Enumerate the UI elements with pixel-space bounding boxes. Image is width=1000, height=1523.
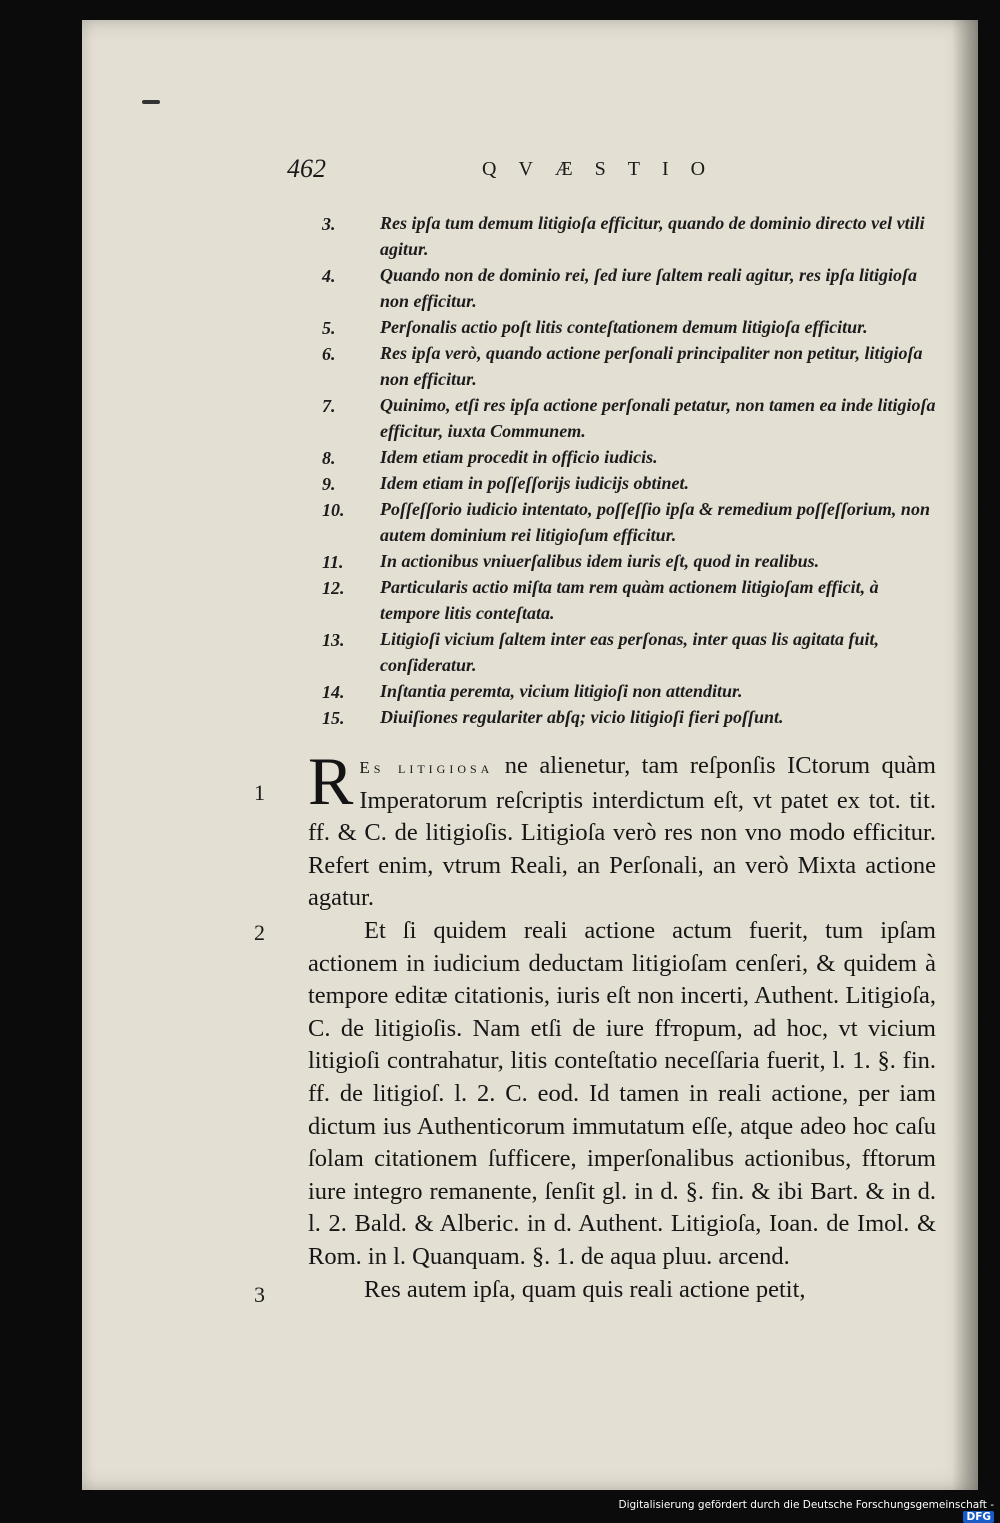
summary-number: 9. (322, 474, 336, 494)
summary-text: Quinimo, etſi res ipſa actione perſonali petatur, non tamen ea inde litigioſa efficitur, iuxta Communem. (380, 395, 936, 441)
summary-text: Perſonalis actio poſt litis conteſtationem demum litigioſa efficitur. (380, 317, 868, 337)
summary-number: 11. (322, 552, 344, 572)
summary-item (322, 314, 937, 340)
summary-text: In actionibus vniuerſalibus idem iuris eſt, quod in realibus. (380, 551, 820, 571)
summary-item (322, 496, 937, 548)
summary-number: 13. (322, 630, 345, 650)
paragraph-1-text: ne alienetur, tam reſponſis ICtorum quàm Imperatorum reſcriptis interdictum eſt, vt patet ex tot. tit. ff. & C. de litigioſis. Litigioſa verò res non vno modo efficitur. Refert enim, vtrum Reali, an Perſonali, an verò Mixta actione agatur. (308, 752, 936, 912)
summary-text: Inſtantia peremta, vicium litigioſi non attenditur. (380, 681, 743, 701)
summary-item (322, 678, 937, 704)
paragraph-1 (308, 743, 936, 915)
summary-text: Res ipſa tum demum litigioſa efficitur, quando de dominio directo vel vtili agitur. (380, 213, 925, 259)
summary-number: 8. (322, 448, 336, 468)
drop-cap: R (308, 743, 354, 819)
margin-number: 2 (254, 920, 265, 945)
summary-text: Idem etiam in poſſeſſorijs iudicijs obtinet. (380, 473, 689, 493)
dfg-logo: DFG (963, 1511, 994, 1523)
summary-text: Res ipſa verò, quando actione perſonali principaliter non petitur, litigioſa non efficitur. (380, 343, 923, 389)
paragraph-3: Res autem ipſa, quam quis reali actione petit, (364, 1275, 806, 1303)
margin-number: 3 (254, 1282, 265, 1307)
summary-number: 4. (322, 266, 336, 286)
page-header (287, 154, 978, 198)
page-blemish (142, 100, 160, 104)
page-number: 462 (287, 154, 326, 183)
summary-number: 12. (322, 578, 345, 598)
body-text (308, 743, 936, 1306)
summary-number: 3. (322, 214, 336, 234)
summary-item (322, 392, 937, 444)
summary-item (322, 470, 937, 496)
summary-number: 6. (322, 344, 336, 364)
summary-item (322, 626, 937, 678)
summary-item (322, 210, 937, 262)
margin-number: 1 (254, 780, 265, 805)
paragraph-2: Et ſi quidem reali actione actum fuerit, tum ipſam actionem in iudicium deductam litigioſam cenſeri, & quidem à tempore editæ citationis, iuris eſt non incerti, Authent. Litigioſa, C. de litigioſis. Nam etſi de iure ffторum, ad hoc, vt vicium litigioſi contrahatur, litis conteſtatio neceſſaria fuerit, l. 1. §. fin. ff. de litigioſ. l. 2. C. eod. Id tamen in reali actione, per iam dictum ius Authenticorum immutatum eſſe, atque adeo hoc caſu ſolam citationem ſufficere, imperſonalibus actionibus, fftorum iure integro remanente, ſenſit gl. in d. §. fin. & ibi Bart. & in d. l. 2. Bald. & Alberic. in d. Authent. Litigioſa, Ioan. de Imol. & Rom. in l. Quanquam. §. 1. de aqua pluu. arcend. (308, 916, 936, 1270)
summary-number: 14. (322, 682, 345, 702)
summary-list (322, 210, 937, 730)
running-head: QVÆSTIO (482, 158, 728, 180)
summary-number: 5. (322, 318, 336, 338)
summary-text: Idem etiam procedit in officio iudicis. (380, 447, 658, 467)
summary-text: Particularis actio miſta tam rem quàm actionem litigioſam efficit, à tempore litis conteſtata. (380, 577, 879, 623)
summary-item (322, 548, 937, 574)
footer-text: Digitalisierung gefördert durch die Deutsche Forschungsgemeinschaft - (618, 1499, 994, 1511)
summary-text: Quando non de dominio rei, ſed iure ſaltem reali agitur, res ipſa litigioſa non efficitur. (380, 265, 918, 311)
summary-number: 15. (322, 708, 345, 728)
summary-item (322, 444, 937, 470)
summary-item (322, 574, 937, 626)
summary-text: Poſſeſſorio iudicio intentato, poſſeſſio ipſa & remedium poſſeſſorium, non autem dominium rei litigioſum efficitur. (380, 499, 930, 545)
summary-item (322, 340, 937, 392)
book-page (82, 20, 978, 1490)
summary-number: 7. (322, 396, 336, 416)
summary-text: Litigioſi vicium ſaltem inter eas perſonas, inter quas lis agitata fuit, conſideratur. (380, 629, 880, 675)
digitization-footer (600, 1499, 1000, 1523)
summary-text: Diuiſiones regulariter abſq; vicio litigioſi fieri poſſunt. (380, 707, 784, 727)
summary-item (322, 262, 937, 314)
opening-caps: Es litigiosa (359, 758, 494, 777)
summary-item (322, 704, 937, 730)
summary-number: 10. (322, 500, 345, 520)
